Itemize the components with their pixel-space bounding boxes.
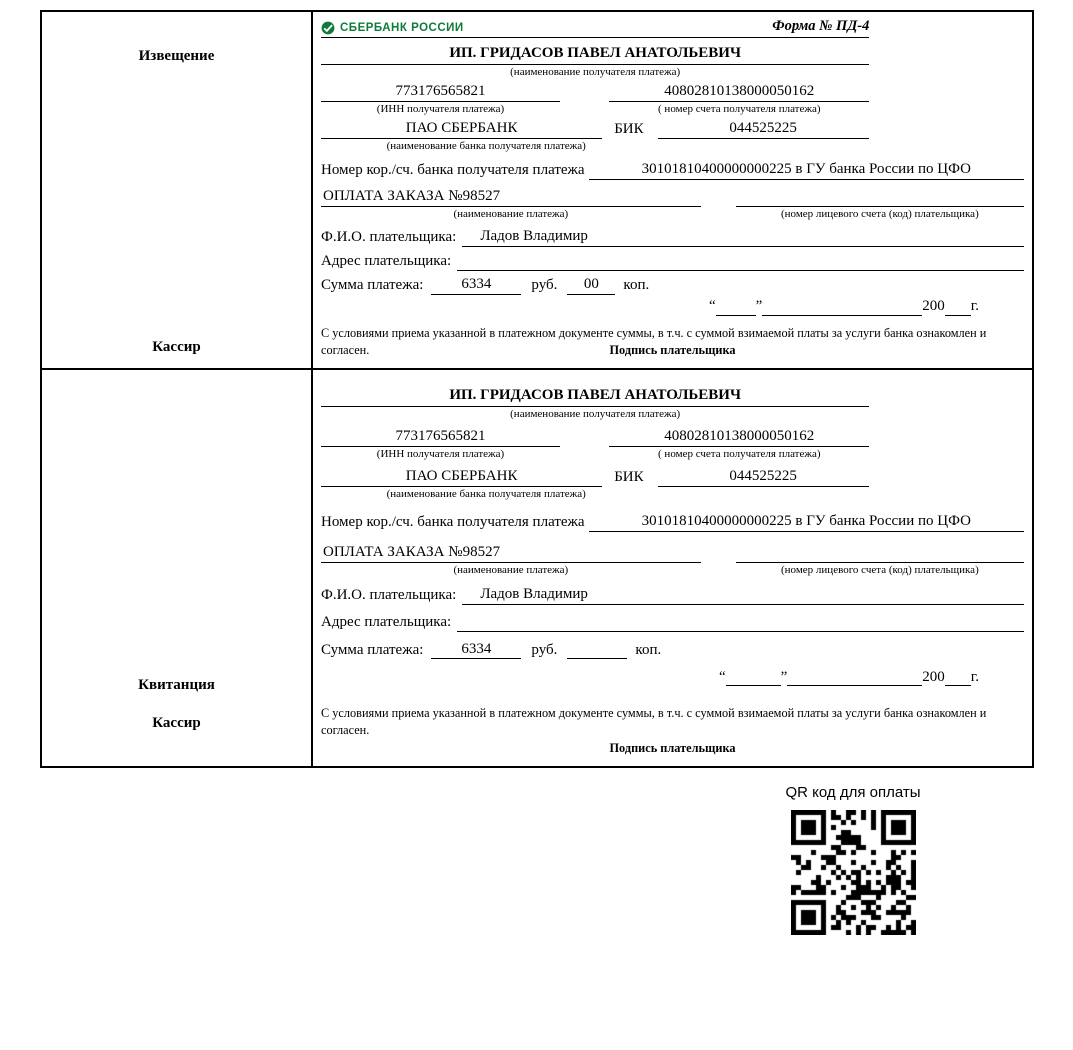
payer-address-blank-line [457, 252, 1024, 271]
cashier-label: Кассир [152, 715, 201, 731]
form-number: Форма № ПД-4 [772, 18, 870, 34]
account-caption: ( номер счета получателя платежа) [658, 102, 821, 115]
bank-row [321, 467, 1024, 487]
kop-label: коп. [623, 276, 650, 293]
personal-account-caption: (номер лицевого счета (код) плательщика) [781, 563, 979, 576]
bank-name-value: ПАО СБЕРБАНК [321, 119, 602, 139]
bik-label: БИК [614, 121, 644, 138]
payer-address-row [321, 252, 1024, 271]
payment-name-row [321, 543, 1024, 563]
receipt-left-cell [42, 370, 313, 766]
payer-address-label: Адрес плательщика: [321, 253, 452, 270]
corr-account-label: Номер кор./сч. банка получателя платежа [321, 514, 585, 531]
year-prefix: 200 [922, 668, 945, 685]
notice-title: Извещение [138, 48, 215, 64]
receipt-body [313, 370, 1032, 766]
header-row [321, 17, 869, 38]
corr-account-label: Номер кор./сч. банка получателя платежа [321, 162, 585, 179]
amount-row [321, 275, 1024, 295]
payer-name-value: Ладов Владимир [462, 227, 1024, 247]
inn-caption: (ИНН получателя платежа) [376, 102, 505, 115]
corr-account-row [321, 512, 1024, 532]
amount-label: Сумма платежа: [321, 276, 424, 293]
personal-account-caption: (номер лицевого счета (код) плательщика) [781, 207, 979, 220]
date-month-blank [762, 297, 922, 316]
qr-caption: QR код для оплаты [785, 784, 921, 801]
amount-kop-value [567, 640, 627, 659]
qr-code-image [791, 810, 916, 935]
payment-name-value: ОПЛАТА ЗАКАЗА №98527 [321, 543, 701, 563]
amount-kop-value: 00 [567, 275, 615, 295]
amount-label: Сумма платежа: [321, 641, 424, 658]
payer-name-value: Ладов Владимир [462, 585, 1024, 605]
inn-account-row [321, 82, 1024, 102]
agreement-text: С условиями приема указанной в платежном документе суммы, в т.ч. с суммой взимаемой платы за услуги банка ознакомлен и согласен. [321, 706, 987, 738]
date-day-blank [716, 297, 756, 316]
bik-value: 044525225 [658, 119, 869, 139]
date-year-blank [945, 667, 971, 686]
payee-name-caption: (наименование получателя платежа) [510, 65, 681, 78]
bank-name-value: ПАО СБЕРБАНК [321, 467, 602, 487]
notice-section [40, 10, 1034, 370]
payer-address-row [321, 613, 1024, 632]
corr-account-row [321, 160, 1024, 180]
date-month-blank [787, 667, 922, 686]
notice-body [313, 12, 1032, 368]
payer-name-row [321, 585, 1024, 605]
notice-left-cell [42, 12, 313, 368]
account-value: 40802810138000050162 [609, 427, 869, 447]
corr-account-value: 30101810400000000225 в ГУ банка России по ЦФО [589, 160, 1024, 180]
sberbank-logo-text: СБЕРБАНК РОССИИ [340, 21, 464, 34]
bik-label: БИК [614, 469, 644, 486]
payer-name-label: Ф.И.О. плательщика: [321, 229, 457, 246]
signature-label: Подпись плательщика [609, 740, 736, 755]
payment-name-value: ОПЛАТА ЗАКАЗА №98527 [321, 187, 701, 207]
rub-label: руб. [531, 641, 558, 658]
cashier-label: Кассир [152, 339, 201, 355]
corr-account-value: 30101810400000000225 в ГУ банка России по ЦФО [589, 512, 1024, 532]
payment-form [40, 10, 1034, 768]
rub-label: руб. [531, 276, 558, 293]
year-suffix: г. [970, 297, 979, 314]
payer-address-label: Адрес плательщика: [321, 613, 452, 630]
agreement-text: С условиями приема указанной в платежном документе суммы, в т.ч. с суммой взимаемой платы за услуги банка ознакомлен и согласен. [321, 326, 987, 358]
bank-row [321, 119, 1024, 139]
payee-name-caption: (наименование получателя платежа) [510, 407, 681, 420]
date-row [321, 297, 979, 316]
agreement-block [321, 317, 1024, 358]
inn-account-captions [321, 447, 1024, 461]
sberbank-logo [321, 21, 464, 35]
payer-name-label: Ф.И.О. плательщика: [321, 586, 457, 603]
payment-name-row [321, 187, 1024, 207]
account-caption: ( номер счета получателя платежа) [658, 447, 821, 460]
inn-value: 773176565821 [321, 82, 560, 102]
personal-account-blank-line [736, 188, 1024, 207]
year-suffix: г. [970, 668, 979, 685]
payer-name-row [321, 227, 1024, 247]
sberbank-logo-icon [321, 21, 335, 35]
date-year-blank [945, 297, 971, 316]
year-prefix: 200 [922, 297, 945, 314]
receipt-title: Квитанция [138, 677, 215, 693]
inn-account-captions [321, 102, 1024, 116]
bik-value: 044525225 [658, 467, 869, 487]
amount-row [321, 640, 1024, 660]
quote-open: “ [708, 297, 716, 314]
date-day-blank [726, 667, 781, 686]
account-value: 40802810138000050162 [609, 82, 869, 102]
qr-block [772, 784, 934, 935]
signature-label: Подпись плательщика [609, 342, 736, 357]
payment-captions [321, 563, 1024, 577]
inn-value: 773176565821 [321, 427, 560, 447]
payment-name-caption: (наименование платежа) [453, 563, 569, 576]
payer-address-blank-line [457, 613, 1024, 632]
quote-close: ” [780, 668, 788, 685]
bank-name-caption: (наименование банка получателя платежа) [386, 139, 586, 152]
payee-name: ИП. ГРИДАСОВ ПАВЕЛ АНАТОЛЬЕВИЧ [321, 383, 869, 407]
payment-name-caption: (наименование платежа) [453, 207, 569, 220]
kop-label: коп. [635, 641, 662, 658]
receipt-section [40, 368, 1034, 768]
date-row [321, 667, 979, 686]
personal-account-blank-line [736, 544, 1024, 563]
payment-captions [321, 207, 1024, 221]
quote-open: “ [718, 668, 726, 685]
amount-rub-value: 6334 [431, 640, 521, 660]
inn-caption: (ИНН получателя платежа) [376, 447, 505, 460]
agreement-block [321, 697, 1024, 756]
bank-name-caption: (наименование банка получателя платежа) [386, 487, 586, 500]
amount-rub-value: 6334 [431, 275, 521, 295]
inn-account-row [321, 427, 1024, 447]
quote-close: ” [755, 297, 763, 314]
payee-name: ИП. ГРИДАСОВ ПАВЕЛ АНАТОЛЬЕВИЧ [321, 41, 869, 65]
